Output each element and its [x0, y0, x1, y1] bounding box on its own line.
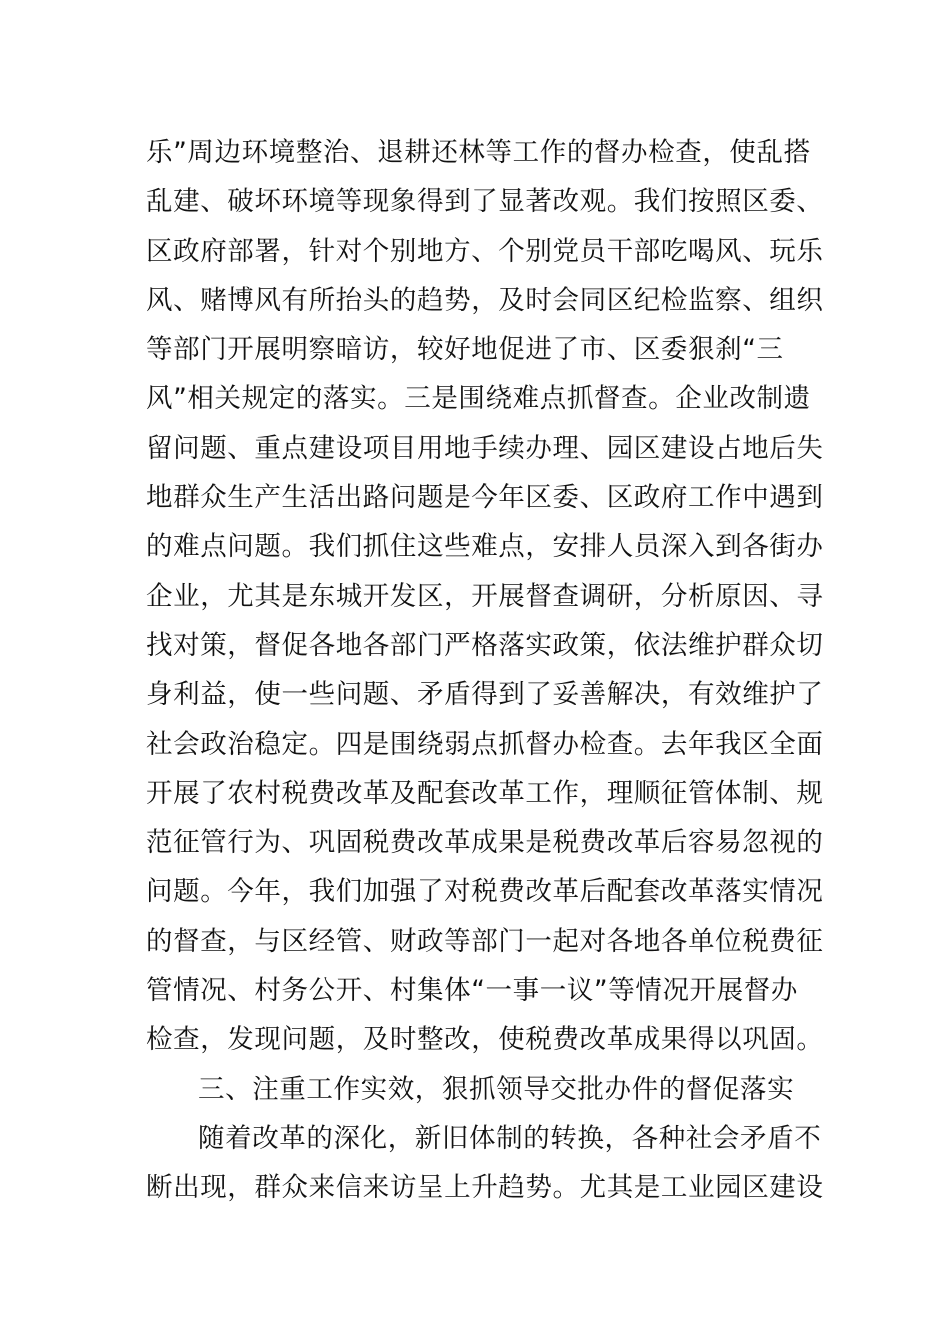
text-line: 风”相关规定的落实。三是围绕难点抓督查。企业改制遗	[146, 383, 811, 415]
text-line: 断出现，群众来信来访呈上升趋势。尤其是工业园区建设	[146, 1172, 824, 1204]
text-line: 乐”周边环境整治、退耕还林等工作的督办检查，使乱搭	[146, 137, 811, 168]
text-line: 问题。今年，我们加强了对税费改革后配套改革落实情况	[146, 876, 824, 908]
text-line: 区政府部署，针对个别地方、个别党员干部吃喝风、玩乐	[146, 235, 824, 267]
text-line: 范征管行为、巩固税费改革成果是税费改革后容易忽视的	[146, 827, 824, 859]
text-line: 乱建、破坏环境等现象得到了显著改观。我们按照区委、	[146, 186, 824, 218]
text-line: 风、赌博风有所抬头的趋势，及时会同区纪检监察、组织	[146, 284, 824, 316]
text-line: 找对策，督促各地各部门严格落实政策，依法维护群众切	[146, 629, 824, 661]
text-line: 地群众生产生活出路问题是今年区委、区政府工作中遇到	[146, 482, 824, 514]
text-line: 检查，发现问题，及时整改，使税费改革成果得以巩固。	[146, 1024, 824, 1056]
text-line: 企业，尤其是东城开发区，开展督查调研，分析原因、寻	[146, 580, 824, 612]
text-line: 身利益，使一些问题、矛盾得到了妥善解决，有效维护了	[146, 679, 824, 711]
section-heading: 三、注重工作实效，狠抓领导交批办件的督促落实	[198, 1073, 795, 1105]
text-line: 社会政治稳定。四是围绕弱点抓督办检查。去年我区全面	[146, 728, 824, 760]
text-line: 留问题、重点建设项目用地手续办理、园区建设占地后失	[146, 432, 824, 464]
text-line: 等部门开展明察暗访，较好地促进了市、区委狠刹“三	[146, 334, 784, 366]
paragraph-start-line: 随着改革的深化，新旧体制的转换，各种社会矛盾不	[198, 1122, 822, 1154]
text-line: 管情况、村务公开、村集体“一事一议”等情况开展督办	[146, 975, 798, 1007]
text-line: 的督查，与区经管、财政等部门一起对各地各单位税费征	[146, 925, 824, 957]
text-line: 开展了农村税费改革及配套改革工作，理顺征管体制、规	[146, 777, 824, 809]
body-text	[146, 128, 824, 1213]
text-line: 的难点问题。我们抓住这些难点，安排人员深入到各街办	[146, 531, 824, 563]
